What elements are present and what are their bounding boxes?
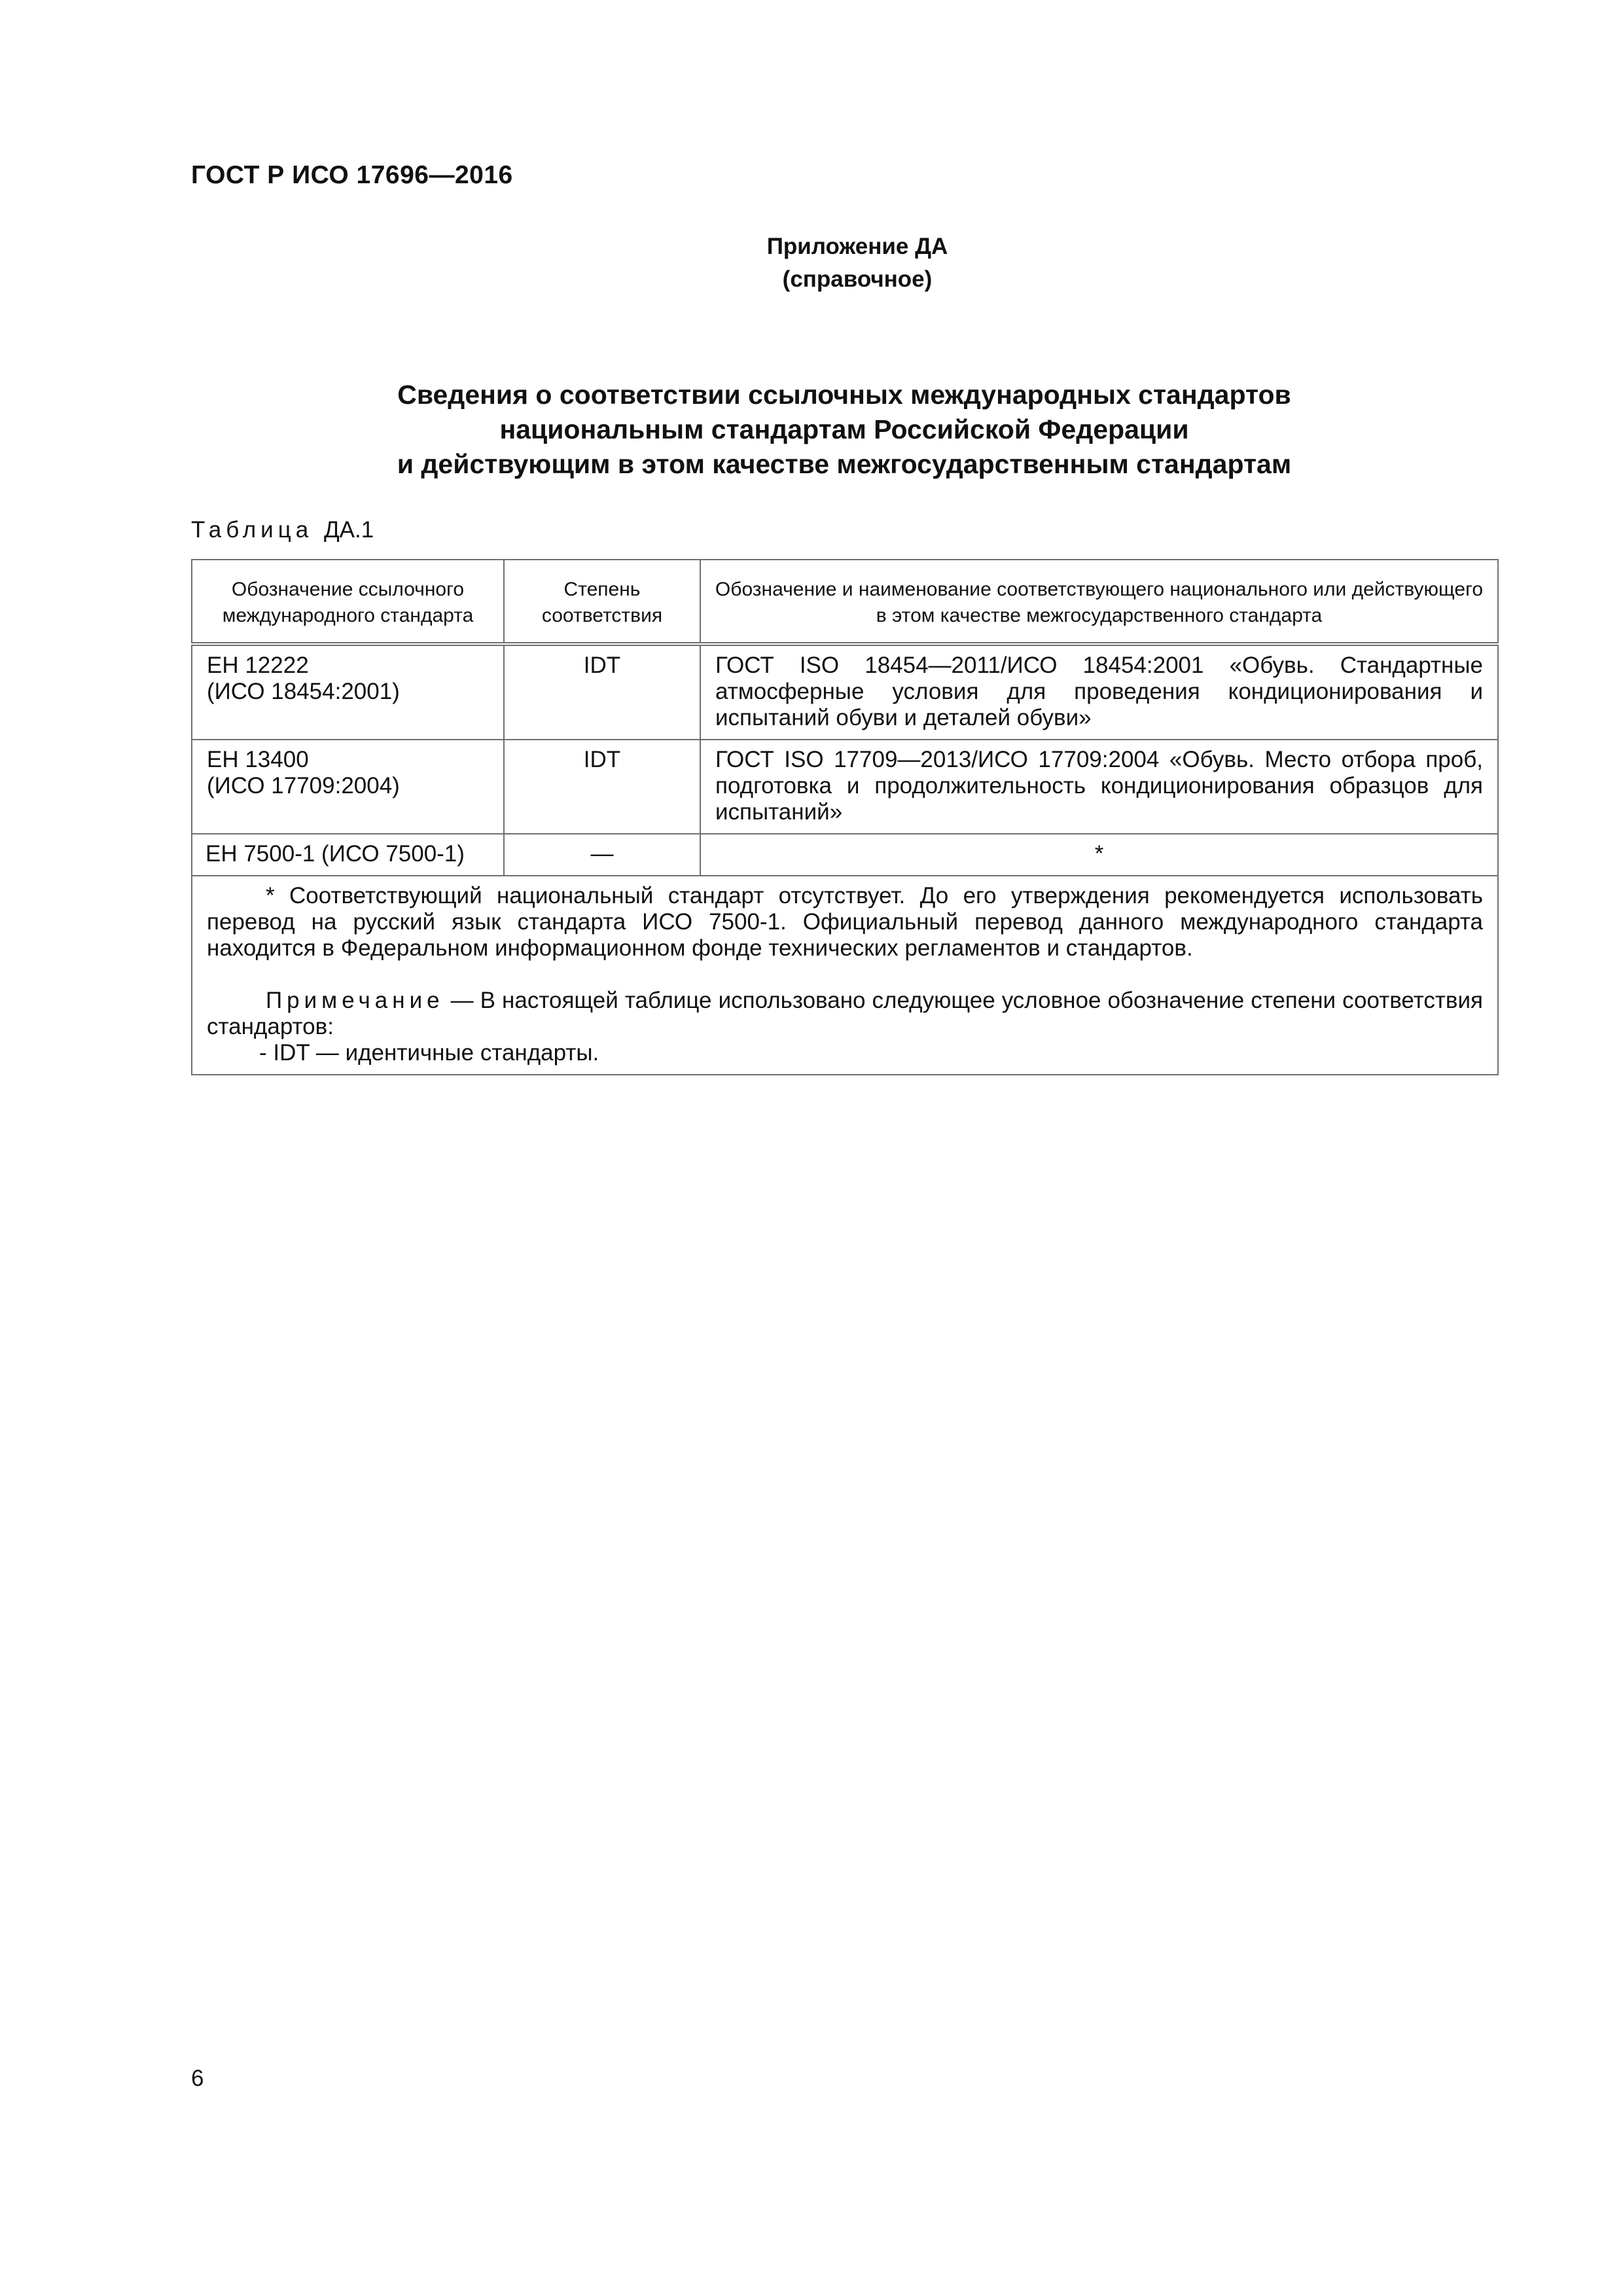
degree-cell: IDT [504,740,700,834]
national-standard-cell: * [700,834,1498,876]
title-line-3: и действующим в этом качестве межгосударственным стандартам [397,449,1292,479]
table-caption [191,517,374,543]
document-code: ГОСТ Р ИСО 17696—2016 [191,161,513,189]
appendix-label: Приложение ДА [766,234,948,259]
column-header-reference: Обозначение ссылочного международного стандарта [192,560,504,644]
degree-cell: IDT [504,644,700,740]
appendix-type: (справочное) [782,266,933,292]
column-header-degree: Степень соответствия [504,560,700,644]
table-row [192,834,1498,876]
table-header-row [192,560,1498,644]
reference-code: ЕН 7500-1 (ИСО 7500-1) [205,841,465,867]
table-row [192,740,1498,834]
table-row [192,644,1498,740]
title-line-1: Сведения о соответствии ссылочных международных стандартов [397,380,1291,410]
note-item: - IDT — идентичные стандарты. [259,1040,599,1066]
reference-cell [192,740,504,834]
table-notes-row [192,876,1498,1075]
table-footnote: * Соответствующий национальный стандарт отсутствует. До его утверждения рекомендуется использовать перевод на русский язык стандарта ИСО 7500-1. Официальный перевод данного международного стандарта находится в Федеральном информационном фонде технических регламентов и стандартов. [207,883,1483,961]
appendix-title [191,378,1497,482]
appendix-heading [681,230,1034,296]
column-header-national: Обозначение и наименование соответствующего национального или действующего в этом качестве межгосударственного стандарта [700,560,1498,644]
note-text: — В настоящей таблице использовано следующее условное обозначение степени соответствия стандартов: [207,988,1483,1039]
reference-iso: (ИСО 18454:2001) [207,679,400,704]
notes-cell [192,876,1498,1075]
correspondence-table [191,559,1499,1075]
table-caption-number: ДА.1 [323,517,374,543]
table-caption-word: Таблица [191,517,313,543]
reference-cell [192,834,504,876]
reference-cell [192,644,504,740]
note-label: Примечание [266,988,444,1013]
table-note [207,988,1483,1040]
reference-code: ЕН 13400 [207,747,309,772]
page-number: 6 [191,2066,204,2091]
degree-cell: — [504,834,700,876]
national-standard-cell: ГОСТ ISO 17709—2013/ИСО 17709:2004 «Обувь. Место отбора проб, подготовка и продолжительность кондиционирования образцов для испытаний» [700,740,1498,834]
national-standard-cell: ГОСТ ISO 18454—2011/ИСО 18454:2001 «Обувь. Стандартные атмосферные условия для проведения кондиционирования и испытаний обуви и деталей обуви» [700,644,1498,740]
title-line-2: национальным стандартам Российской Федерации [499,414,1189,444]
reference-code: ЕН 12222 [207,653,309,678]
reference-iso: (ИСО 17709:2004) [207,773,400,798]
